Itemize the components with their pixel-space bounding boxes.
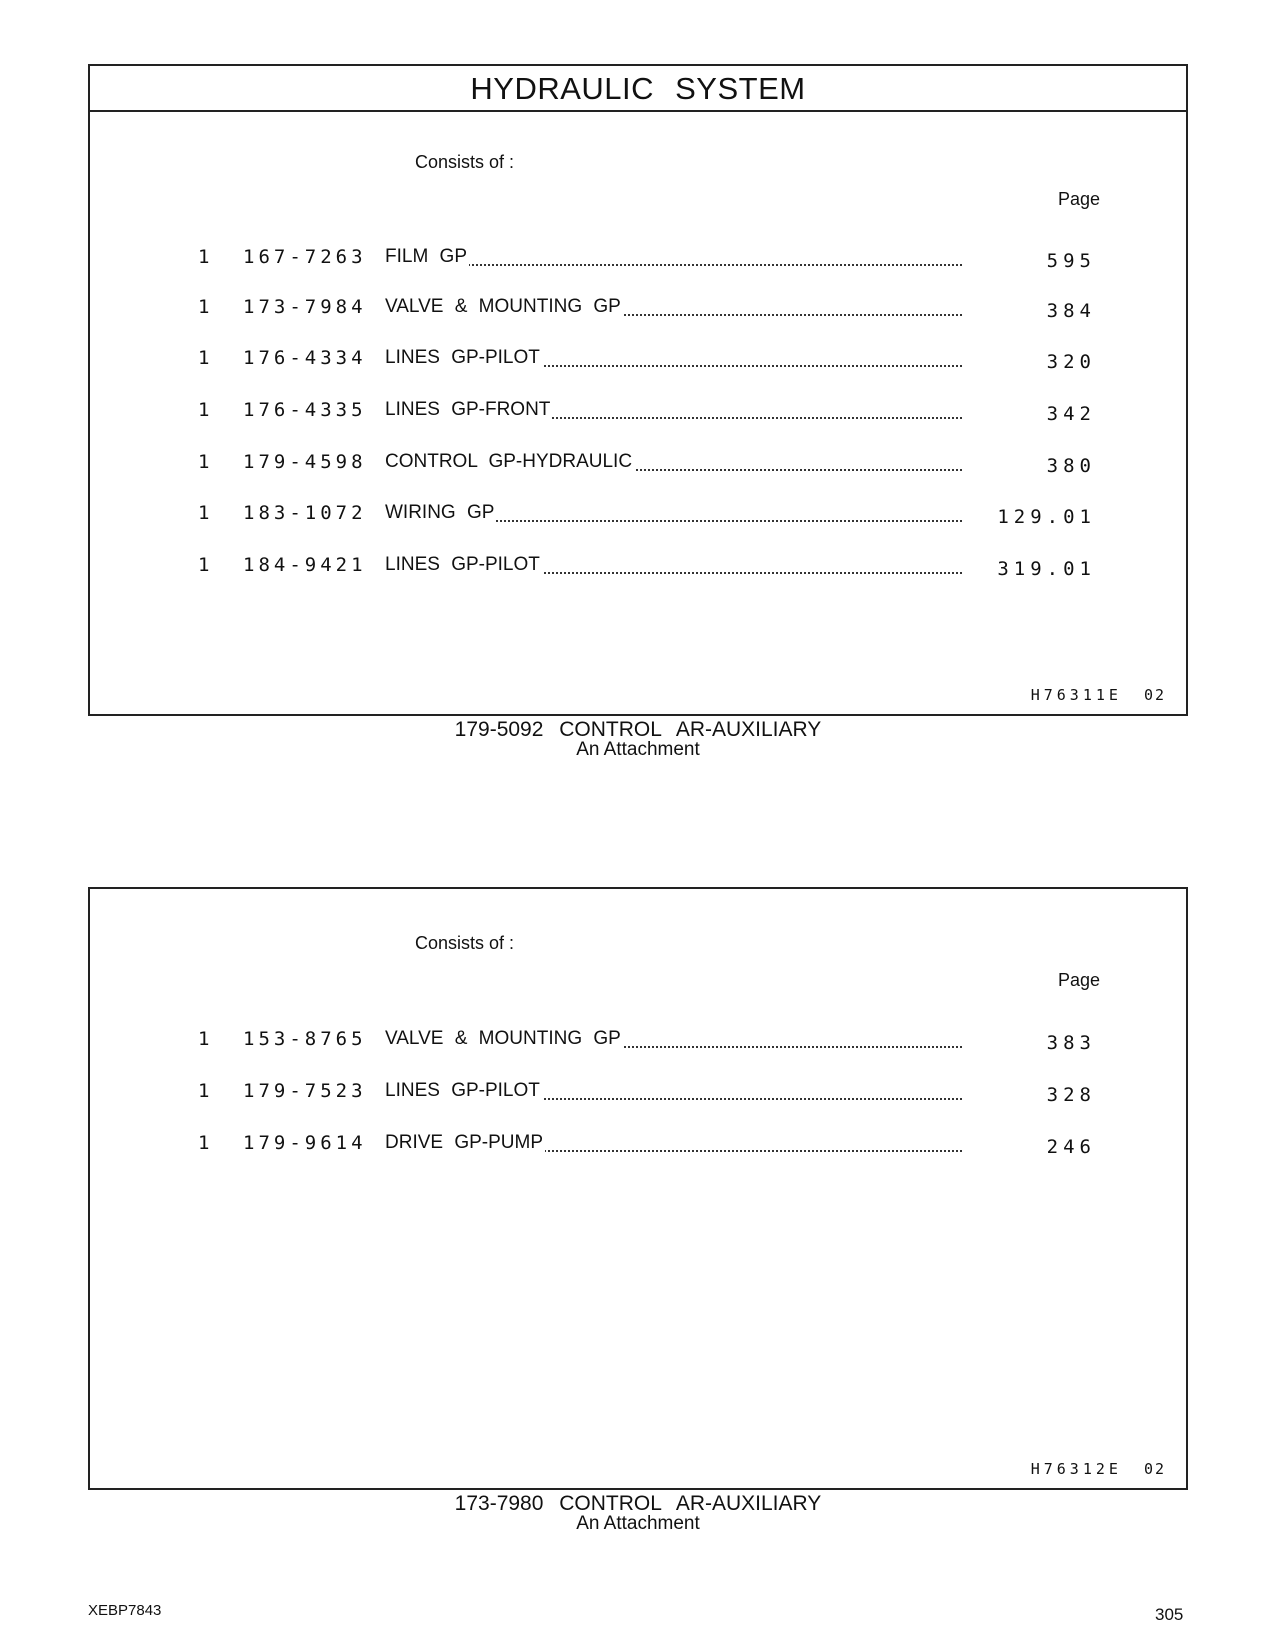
part-description-text: CONTROL GP-HYDRAULIC [385, 451, 633, 472]
block-caption [88, 1493, 1188, 1533]
parts-row [90, 554, 1186, 584]
illustration-id: H76311E [1030, 686, 1122, 704]
dot-leader [385, 264, 962, 266]
document-id: XEBP7843 [88, 1602, 162, 1619]
part-number: 176-4334 [243, 347, 367, 369]
page-column-header: Page [1058, 189, 1101, 209]
parts-panel-2 [88, 887, 1188, 1490]
quantity: 1 [198, 554, 210, 576]
page-reference: 319.01 [997, 558, 1096, 580]
caption-title: 179-5092 CONTROL AR-AUXILIARY [454, 718, 822, 741]
part-number: 153-8765 [243, 1028, 367, 1050]
page-reference: 380 [1046, 455, 1096, 477]
illustration-code [1031, 1460, 1166, 1478]
part-number: 167-7263 [243, 246, 367, 268]
parts-panel-1 [88, 64, 1188, 716]
part-description [385, 1132, 962, 1154]
parts-row [90, 246, 1186, 276]
part-description-text: LINES GP-PILOT [385, 1080, 540, 1101]
parts-row [90, 296, 1186, 326]
illustration-revision: 02 [1143, 686, 1166, 704]
parts-row [90, 1028, 1186, 1058]
part-description-text: DRIVE GP-PUMP [385, 1132, 544, 1153]
part-description [385, 1080, 962, 1102]
part-description-text: WIRING GP [385, 502, 495, 523]
part-number: 179-7523 [243, 1080, 367, 1102]
illustration-code [1031, 686, 1166, 704]
quantity: 1 [198, 246, 210, 268]
quantity: 1 [198, 1132, 210, 1154]
caption-subtitle: An Attachment [576, 739, 700, 760]
part-description [385, 554, 962, 576]
part-description-text: LINES GP-FRONT [385, 399, 551, 420]
page-number: 305 [1155, 1605, 1184, 1624]
parts-row [90, 502, 1186, 532]
part-description [385, 1028, 962, 1050]
parts-row [90, 1080, 1186, 1110]
page-reference: 246 [1046, 1136, 1096, 1158]
parts-row [90, 399, 1186, 429]
quantity: 1 [198, 296, 210, 318]
page-reference: 383 [1046, 1032, 1096, 1054]
part-description-text: VALVE & MOUNTING GP [385, 1028, 621, 1049]
part-number: 179-4598 [243, 451, 367, 473]
page-reference: 328 [1046, 1084, 1096, 1106]
part-description-text: VALVE & MOUNTING GP [385, 296, 621, 317]
part-description [385, 502, 962, 524]
part-description-text: LINES GP-PILOT [385, 347, 540, 368]
part-description [385, 246, 962, 268]
page-column-header: Page [1058, 970, 1101, 990]
consists-of-label: Consists of : [415, 933, 515, 953]
part-description [385, 296, 962, 318]
part-description [385, 451, 962, 473]
part-number: 176-4335 [243, 399, 367, 421]
part-number: 173-7984 [243, 296, 367, 318]
parts-row [90, 347, 1186, 377]
section-title: HYDRAULIC SYSTEM [90, 66, 1186, 112]
quantity: 1 [198, 1080, 210, 1102]
page-reference: 320 [1046, 351, 1096, 373]
consists-of-label: Consists of : [415, 152, 515, 172]
illustration-id: H76312E [1030, 1460, 1122, 1478]
quantity: 1 [198, 347, 210, 369]
block-caption [88, 719, 1188, 759]
part-number: 183-1072 [243, 502, 367, 524]
page-reference: 595 [1046, 250, 1096, 272]
page-reference: 129.01 [997, 506, 1096, 528]
quantity: 1 [198, 1028, 210, 1050]
page-reference: 384 [1046, 300, 1096, 322]
part-number: 184-9421 [243, 554, 367, 576]
quantity: 1 [198, 451, 210, 473]
illustration-revision: 02 [1143, 1460, 1166, 1478]
parts-row [90, 1132, 1186, 1162]
part-number: 179-9614 [243, 1132, 367, 1154]
parts-row [90, 451, 1186, 481]
quantity: 1 [198, 502, 210, 524]
part-description-text: LINES GP-PILOT [385, 554, 540, 575]
part-description [385, 399, 962, 421]
part-description-text: FILM GP [385, 246, 468, 267]
page-reference: 342 [1046, 403, 1096, 425]
caption-title: 173-7980 CONTROL AR-AUXILIARY [454, 1492, 822, 1515]
quantity: 1 [198, 399, 210, 421]
caption-subtitle: An Attachment [576, 1513, 700, 1534]
part-description [385, 347, 962, 369]
